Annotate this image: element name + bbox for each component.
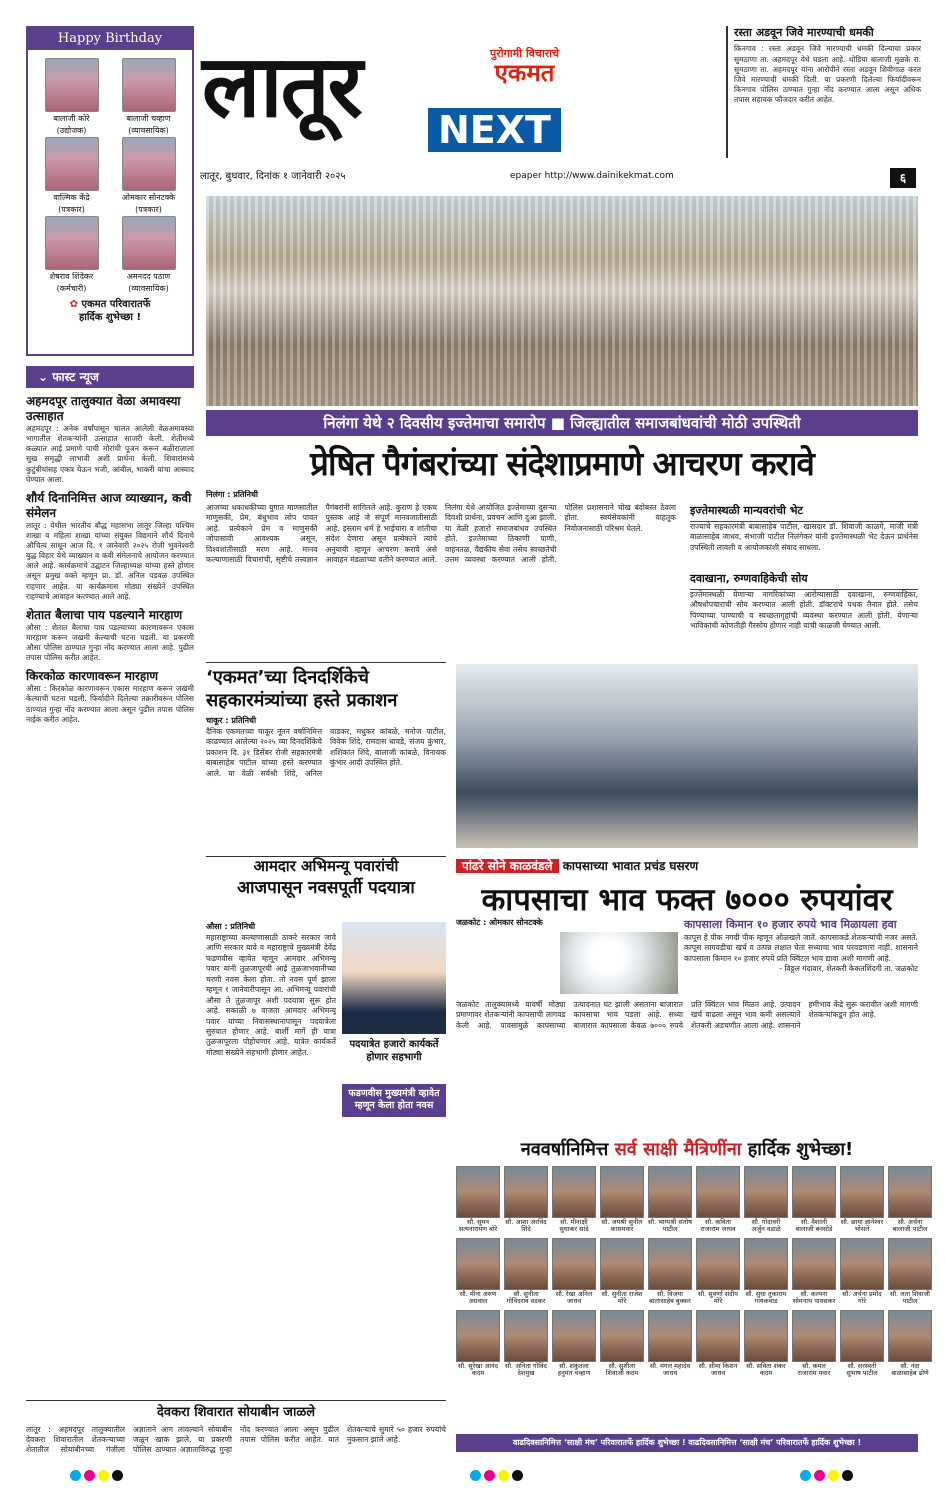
news-headline: किरकोळ कारणावरून मारहाण bbox=[26, 669, 159, 684]
person-photo bbox=[456, 1166, 500, 1218]
brand-next: NEXT bbox=[428, 108, 561, 152]
calendar-release-photo bbox=[456, 664, 918, 848]
yellow-dot bbox=[828, 1470, 839, 1481]
person-name: सौ. जयश्री सुनील कासमवार bbox=[601, 1218, 643, 1234]
person-photo bbox=[552, 1310, 596, 1362]
wish-person bbox=[744, 1310, 788, 1378]
person-photo bbox=[648, 1310, 692, 1362]
box-text: कापूस हे पीक नगदी पीक म्हणून ओळखले जाते. कापसाकडे शेतकऱ्यांची नजर असते. कापूस लागवडीचा खर्च व उत्पन्न लक्षात घेता सध्याचा भाव परवडणारा नाही. शासनाने कापसाला किमान १० हजार रुपये प्रति क्विंटल भाव द्यावा अशी मागणी आहे. bbox=[684, 932, 918, 963]
birthday-person bbox=[36, 216, 107, 293]
person-photo bbox=[45, 58, 99, 112]
lokmat-logo: पुरोगामी विचाराचे एकमत bbox=[490, 47, 560, 88]
calendar-story bbox=[206, 662, 446, 815]
birthday-box bbox=[26, 26, 194, 356]
person-name: सौ. मंगल महादेव जाधव bbox=[649, 1361, 691, 1378]
person-photo bbox=[792, 1310, 836, 1362]
story-headline: ‘एकमत’च्या दिनदर्शिकेचे bbox=[206, 667, 369, 688]
black-dot bbox=[112, 1470, 123, 1481]
magenta-dot bbox=[814, 1470, 825, 1481]
dateline: लातूर, बुधवार, दिनांक १ जानेवारी २०२५ bbox=[200, 171, 346, 182]
birthday-person bbox=[113, 58, 184, 135]
wish-person bbox=[456, 1166, 500, 1234]
person-name: सौ. वैशाली बालाजी बनसोडे bbox=[795, 1218, 833, 1234]
masthead bbox=[200, 26, 720, 184]
story-headline-2: सहकारमंत्र्यांच्या हस्ते प्रकाशन bbox=[206, 689, 398, 711]
person-photo bbox=[600, 1238, 644, 1290]
news-text: औसा : किरकोळ कारणावरून एकास मारहाण करून जखमी केल्याची घटना घडली. फिर्यादीने दिलेल्या तक्रारीवरून पोलिस ठाण्यात गुन्हा नोंद करण्यात आला असून पुढील तपास पोलिस नाईक करीत आहेत. bbox=[26, 684, 194, 724]
chevron-down-icon: ⌄ bbox=[38, 370, 49, 384]
flower-icon: ✿ bbox=[69, 298, 78, 310]
person-name: सौ. सुरेखा आनंद कदम bbox=[457, 1361, 499, 1378]
person-name: सौ. लता शिवाजी पाटील bbox=[890, 1289, 930, 1306]
wish-person bbox=[504, 1166, 548, 1234]
person-photo bbox=[792, 1238, 836, 1290]
wish-person bbox=[504, 1238, 548, 1306]
person-photo bbox=[45, 216, 99, 270]
caption-vow: फडणवीस मुख्यमंत्री व्हावेत म्हणून केला होता नवस bbox=[342, 1084, 446, 1117]
lead-headline: प्रेषित पैगंबरांच्या संदेशाप्रमाणे आचरण करावे bbox=[310, 444, 814, 483]
person-name: सौ. सुधा तुकाराम गायकवाड bbox=[745, 1289, 787, 1306]
lead-story-body bbox=[206, 490, 676, 650]
person-name: बालाजी कोरे bbox=[53, 114, 90, 123]
brand-title: लातूर bbox=[202, 36, 361, 137]
fast-news-item bbox=[26, 669, 194, 725]
wish-person bbox=[456, 1310, 500, 1378]
person-photo bbox=[456, 1310, 500, 1362]
story-text: लातूर : अहमदपूर तालुक्यातील देवकरा शिवारातील शेतकऱ्याच्या शेतातील सोयाबीनच्या गंजीला अज्ञाताने आग लावल्याने सोयाबीन जळून खाक झाले. या प्रकरणी पोलिस ठाण्यात अज्ञाताविरुद्ध गुन्हा नोंद करण्यात आला असून पुढील तपास पोलिस करीत आहेत. यात शेतकऱ्याचे सुमारे ५० हजार रुपयांचे नुकसान झाले आहे. bbox=[26, 1424, 446, 1455]
wish-person bbox=[648, 1166, 692, 1234]
wish-person bbox=[552, 1166, 596, 1234]
wish-person bbox=[600, 1238, 644, 1306]
wish-person bbox=[840, 1166, 884, 1234]
black-dot bbox=[842, 1470, 853, 1481]
person-name: सौ. अनिता गोविंद देशमुख bbox=[504, 1361, 547, 1378]
person-photo bbox=[696, 1310, 740, 1362]
caption-padyatra: पदयात्रेत हजारो कार्यकर्ते होणार सहभागी bbox=[349, 1039, 439, 1063]
person-name: सौ. कल्पना सोमनाथ पावसकर bbox=[792, 1289, 836, 1306]
wish-person bbox=[696, 1238, 740, 1306]
wish-person bbox=[600, 1310, 644, 1378]
byline: जळकोट : ओमकार सोनटक्के bbox=[456, 918, 543, 927]
person-photo bbox=[888, 1310, 932, 1362]
person-photo bbox=[456, 1238, 500, 1290]
cyan-dot bbox=[70, 1470, 81, 1481]
person-photo bbox=[552, 1238, 596, 1290]
person-name: सौ. सविता शंकर कदम bbox=[746, 1361, 786, 1378]
box-title: कापसाला किमान १० हजार रुपये भाव मिळायला हवा bbox=[684, 918, 897, 931]
page-number: ६ bbox=[890, 168, 916, 188]
person-name: सौ. सुशीला शिवाजी कदम bbox=[605, 1361, 639, 1378]
epaper-link[interactable]: epaper http://www.dainikekmat.com bbox=[510, 171, 674, 181]
wishes-title: नववर्षानिमित्त सर्व साक्षी मैत्रिणींना हार्दिक शुभेच्छा! bbox=[520, 1139, 854, 1160]
wish-person bbox=[696, 1166, 740, 1234]
person-photo bbox=[840, 1238, 884, 1290]
person-name: सौ. सुनीता गोविंदराव वडकर bbox=[506, 1289, 546, 1306]
story-text: महाराष्ट्राच्या कल्याणासाठी ठाकरे सरकार जावे आणि सरकार यावे व महाराष्ट्राचे मुख्यमंत्री देवेंद्र फडणवीस व्हावेत म्हणून आमदार अभिमन्यू पवार यांनी तुळजापूरची आई तुळजाभवानीच्या चरणी नवस केला होता. तो नवस पूर्ण झाला म्हणून १ जानेवारीपासून आ. अभिमन्यू पवारांची औसा ते तुळजापूर अशी पदयात्रा सुरू होत आहे. सकाळी ७ वाजता आमदार अभिमन्यू पवार यांच्या निवासस्थानापासून पदयात्रेला सुरुवात होणार आहे. बार्शी मार्गे ही यात्रा तुळजापूरला पोहोचणार आहे. यात्रेत कार्यकर्ते मोठ्या संख्येने सहभागी होणार आहेत. bbox=[206, 932, 336, 1057]
person-photo bbox=[122, 216, 176, 270]
wish-person bbox=[888, 1238, 932, 1306]
birthday-person bbox=[36, 137, 107, 214]
person-name: सौ. अर्चना बालाजी पाटील bbox=[892, 1218, 928, 1234]
wish-person bbox=[792, 1310, 836, 1378]
person-name: सौ. आशा अरविंद शिंदे bbox=[505, 1218, 547, 1234]
byline: औसा : प्रतिनिधी bbox=[206, 922, 256, 931]
black-dot bbox=[512, 1470, 523, 1481]
person-name: सौ. मीना अरुण अग्रवाल bbox=[459, 1289, 497, 1306]
wishes-grid bbox=[456, 1166, 930, 1378]
person-photo bbox=[888, 1238, 932, 1290]
wish-person bbox=[840, 1310, 884, 1378]
birthday-person bbox=[36, 58, 107, 135]
birthday-person bbox=[113, 216, 184, 293]
fast-news-item bbox=[26, 608, 194, 664]
person-role: (व्यावसायिक) bbox=[128, 125, 169, 135]
wish-person bbox=[648, 1238, 692, 1306]
bottom-story bbox=[26, 1400, 446, 1465]
news-text: औसा : शेतात बैलाचा पाय पडल्याच्या कारणावरून एकास मारहाण करून जखमी केल्याची घटना घडली. या प्रकरणी औसा पोलिस ठाण्यात गुन्हा नोंद करण्यात आला आहे. पुढील तपास पोलिस करीत आहेत. bbox=[26, 622, 194, 663]
story-headline: रस्ता अडवून जिवे मारण्याची धमकी bbox=[734, 26, 921, 41]
cotton-photo bbox=[560, 932, 678, 994]
person-photo bbox=[840, 1310, 884, 1362]
person-name: अमनदद पठाण bbox=[126, 272, 171, 282]
birthday-grid bbox=[28, 50, 192, 294]
abhimanyu-story-body bbox=[206, 922, 336, 1382]
top-right-story bbox=[726, 26, 921, 158]
person-name: सौ. रेखा अनिल जाधव bbox=[555, 1289, 593, 1306]
wish-person bbox=[648, 1310, 692, 1378]
person-photo bbox=[744, 1166, 788, 1218]
story-text: किनगाव : रस्ता अडवून जिवे मारण्याची धमकी दिल्याचा प्रकार सुमठाणा ता. अहमदपूर येथे घडला आहे. थोडिया बालाजी मुळके रा. सुमठाणा ता. अहमदपूर यांना आरोपीने रस्ता अडवून शिवीगाळ करत जिवे मारण्याची धमकी दिली. या प्रकरणी दिलेल्या फिर्यादीवरून किनगाव पोलिस ठाण्यात गुन्हा नोंद करण्यात आला असून अधिक तपास सहायक फौजदार करीत आहेत. bbox=[734, 44, 921, 105]
box-text: इज्तेमास्थळी येणाऱ्या नागरिकांच्या आरोग्यासाठी दवाखाना, रुग्णवाहिका, औषधोपचाराची सोय करण्यात आली होती. डॉक्टरांचे पथक तैनात होते. तसेच पिण्याच्या पाण्याची व स्वच्छतागृहांची व्यवस्था करण्यात आली होती. येणाऱ्या भाविकांची कोणतीही गैरसोय होणार नाही याची काळजी घेण्यात आली. bbox=[690, 589, 918, 631]
news-headline: शेतात बैलाचा पाय पडल्याने मारहाण bbox=[26, 607, 183, 622]
cotton-story-body bbox=[456, 1000, 918, 1130]
fast-news-item bbox=[26, 491, 194, 602]
story-text: दैनिक एकमतच्या चाकूर नूतन वर्षानिमित्त काढण्यात आलेल्या २०२५ च्या दिनदर्शिकेचे प्रकाशन दि. ३१ डिसेंबर रोजी सहकारमंत्री बाबासाहेब पाटील यांच्या हस्ते करण्यात आले. या वेळी सर्वश्री शिंदे, अनिल वाडकर, मधुकर कांबळे, मनोज पाटील, विवेक शिंदे, रामदास धावडे, संजय कुंभार, शशिकांत शिंदे, बालाजी कांबळे, विनायक कुंभार आदी उपस्थित होते. bbox=[206, 726, 446, 778]
abhimanyu-story-head bbox=[206, 856, 446, 899]
person-photo bbox=[504, 1166, 548, 1218]
person-role: (उद्योजक) bbox=[56, 125, 87, 135]
person-name: सौ. सुनीता राजेश मोरे bbox=[601, 1289, 643, 1306]
person-photo bbox=[648, 1238, 692, 1290]
wish-person bbox=[504, 1310, 548, 1378]
news-text: अहमदपूर : अनेक वर्षांपासून चालत आलेली वेळअमावस्या भागातील शेतकऱ्यांनी उत्साहात साजरी केली. शेतीमध्ये कळ्यात आई प्रमाणे पाची मोरांची पूजन करून बळीराजाला सुख समृद्धी लाभावी अशी प्रार्थना केली. शिवारांमध्ये कुटुंबीयांसह एकत्र येऊन भजी, आंबील, भाकरी यांचा आस्वाद घेण्यात आला. bbox=[26, 424, 194, 484]
person-role: (व्यावसायिक) bbox=[128, 283, 169, 293]
news-headline: शौर्य दिनानिमित्त आज व्याख्यान, कवी संमेलन bbox=[26, 490, 192, 520]
person-name: सौ. नंदा बाळासाहेब ढोणे bbox=[891, 1361, 929, 1378]
person-photo bbox=[122, 58, 176, 112]
person-role: (पत्रकार) bbox=[135, 204, 162, 214]
person-name: सौ. छाया ज्ञानेश्वर भोसले bbox=[840, 1218, 884, 1234]
person-name: सौ. शकुंतला हनुमंत चव्हाण bbox=[557, 1361, 591, 1378]
person-name: सौ. विजया बालासाहेब बुक्कर bbox=[649, 1289, 691, 1306]
story-headline: आमदार अभिमन्यू पवारांची bbox=[253, 857, 399, 875]
story-text: जळकोट तालुक्यामध्ये यावर्षी मोठ्या प्रमाणावर शेतकऱ्यांनी कापसाची लागवड केली आहे. पावसामुळे कापसाच्या उत्पादनात घट झाली असताना बाजारात कापसाचा भाव पडला आहे. सध्या बाजारात कापसाला केवळ ७००० रुपये प्रति क्विंटल भाव मिळत आहे. उत्पादन खर्च वाढला असून भाव कमी असल्याने शेतकरी अडचणीत आला आहे. शासनाने हमीभाव केंद्रे सुरू करावीत अशी मागणी शेतकऱ्यांकडून होत आहे. bbox=[456, 1000, 918, 1030]
person-photo bbox=[888, 1166, 932, 1218]
person-photo bbox=[600, 1310, 644, 1362]
story-headline-2: आजपासून नवसपूर्ती पदयात्रा bbox=[237, 877, 415, 898]
fast-news-header: ⌄ फास्ट न्यूज bbox=[26, 366, 194, 388]
person-photo bbox=[648, 1166, 692, 1218]
birthday-person bbox=[113, 137, 184, 214]
person-photo bbox=[504, 1310, 548, 1362]
person-role: (पत्रकार) bbox=[58, 204, 85, 214]
person-name: बालाजी चव्हाण bbox=[126, 114, 171, 123]
wish-person bbox=[792, 1166, 836, 1234]
story-headline: देवकरा शिवारात सोयाबीन जाळले bbox=[156, 1405, 316, 1420]
person-photo bbox=[792, 1166, 836, 1218]
magenta-dot bbox=[484, 1470, 495, 1481]
person-name: वाल्मिक केंद्रे bbox=[53, 193, 90, 203]
person-name: सौ. कमल राजाराम पवार bbox=[797, 1361, 831, 1378]
print-color-bar-3 bbox=[800, 1470, 853, 1481]
wish-person bbox=[552, 1310, 596, 1378]
person-name: सौ. सुमन सत्यनारायण बोरे bbox=[458, 1218, 498, 1234]
cotton-quote-box bbox=[684, 918, 918, 974]
wish-person bbox=[888, 1166, 932, 1234]
person-photo bbox=[122, 137, 176, 191]
wish-person bbox=[744, 1166, 788, 1234]
story-text: आजच्या धकाधकीच्या युगात माणसातील माणुसकी, प्रेम, बंधुभाव लोप पावत आहे. प्रत्येकाने प्रेम व माणुसकी जोपासावी आवश्यक असून, विश्वशांतीसाठी मरण आहे. मानव कल्याणासाठी विचारांची, सृष्टीचे तत्त्वज्ञान पैगंबरांनी सांगितले आहे. कुराण हे एकच पुस्तक आहे जे संपूर्ण मानवजातीसाठी आहे. इस्लाम धर्म हे भाईचारा व शांतीचा संदेश देणारा असून प्रत्येकाने त्यांचे अनुयायी म्हणून आचरण करावे असे आवाहन मंडळाच्या वतीने करण्यात आले. निलंगा येथे आयोजित इज्तेमाच्या दुसऱ्या दिवशी प्रार्थना, प्रवचन आणि दुआ झाली. या वेळी हजारो समाजबांधव उपस्थित होते. इज्तेमाच्या ठिकाणी पाणी, वाहनतळ, वैद्यकीय सेवा तसेच स्वच्छतेची उत्तम व्यवस्था करण्यात आली होती. पोलिस प्रशासनाने चोख बंदोबस्त ठेवला होता. स्वयंसेवकांनी वाहतूक नियोजनासाठी परिश्रम घेतले. bbox=[206, 502, 676, 565]
cyan-dot bbox=[470, 1470, 481, 1481]
person-name: सौ. भाग्यश्री संतोष पाटील bbox=[648, 1218, 692, 1234]
wish-person bbox=[792, 1238, 836, 1306]
wish-person bbox=[696, 1310, 740, 1378]
cotton-headline: कापसाचा भाव फक्त ७००० रुपयांवर bbox=[481, 882, 893, 918]
box-title: दवाखाना, रुग्णवाहिकेची सोय bbox=[690, 572, 918, 590]
byline: निलंगा : प्रतिनिधी bbox=[206, 490, 258, 499]
wish-person bbox=[552, 1238, 596, 1306]
left-column bbox=[26, 26, 194, 1396]
box-title: इज्तेमास्थळी मान्यवरांची भेट bbox=[690, 504, 918, 522]
person-name: सौ. सरस्वती सुभाष पाटील bbox=[846, 1361, 878, 1378]
news-headline: अहमदपूर तालुक्यात वेळा अमावस्या उत्साहात bbox=[26, 394, 181, 423]
person-photo bbox=[744, 1310, 788, 1362]
person-photo bbox=[504, 1238, 548, 1290]
yellow-dot bbox=[98, 1470, 109, 1481]
fast-news bbox=[26, 366, 194, 725]
person-photo bbox=[45, 137, 99, 191]
person-photo bbox=[552, 1166, 596, 1218]
person-name: शेषराव शिंदेकर bbox=[49, 272, 94, 282]
side-box-visit bbox=[690, 504, 918, 553]
wish-person bbox=[840, 1238, 884, 1306]
person-name: सौ. सीमा किशन जाधव bbox=[698, 1361, 738, 1378]
person-name: सौ. मीनाक्षी सुधाकर सांडे bbox=[559, 1218, 589, 1234]
magenta-dot bbox=[84, 1470, 95, 1481]
wishes-footer: वाढदिवसानिमित्त ‘साक्षी मंच’ परिवारातर्फे हार्दिक शुभेच्छा ! वाढदिवसानिमित्त ‘साक्षी मंच’ परिवारातर्फे हार्दिक शुभेच्छा ! bbox=[456, 1434, 918, 1452]
person-name: सौ. अर्चना प्रमोद गोरे bbox=[842, 1289, 882, 1306]
person-name: ओमकार सोनटक्के bbox=[121, 193, 176, 203]
person-name: सौ. कविता राजाराम जाधव bbox=[700, 1218, 736, 1234]
cotton-kicker: पांढरे सोने काळवंडले कापसाच्या भावात प्रचंड घसरण bbox=[456, 856, 918, 876]
wish-person bbox=[744, 1238, 788, 1306]
birthday-footer: ✿ एकमत परिवारातर्फे हार्दिक शुभेच्छा ! bbox=[69, 298, 151, 324]
byline: चाकूर : प्रतिनिधी bbox=[206, 716, 257, 725]
cyan-dot bbox=[800, 1470, 811, 1481]
person-name: सौ. सुवर्णा संदीप मोरे bbox=[698, 1289, 738, 1306]
person-name: सौ. गोदावरी अर्जुन वडाळे bbox=[751, 1218, 781, 1234]
wish-person bbox=[456, 1238, 500, 1306]
print-color-bar bbox=[70, 1470, 123, 1481]
person-photo bbox=[840, 1166, 884, 1218]
box-text: राज्याचे सहकारमंत्री बाबासाहेब पाटील, खासदार डॉ. शिवाजी काळगे, माजी मंत्री बाळासाहेब जाधव, संभाजी पाटील निलंगेकर यांनी इज्तेमास्थळी भेट देऊन प्रार्थनेस उपस्थिती लावली व आयोजकांशी संवाद साधला. bbox=[690, 521, 918, 552]
lead-kicker: निलंगा येथे २ दिवसीय इज्तेमाचा समारोप ■ जिल्ह्यातील समाजबांधवांची मोठी उपस्थिती bbox=[206, 410, 918, 436]
person-photo bbox=[696, 1166, 740, 1218]
person-photo bbox=[744, 1238, 788, 1290]
mla-portrait bbox=[342, 922, 446, 1034]
person-role: (कर्मचारी) bbox=[56, 283, 87, 293]
person-photo bbox=[696, 1238, 740, 1290]
yellow-dot bbox=[498, 1470, 509, 1481]
print-color-bar-2 bbox=[470, 1470, 523, 1481]
wish-person bbox=[888, 1310, 932, 1378]
box-sign: - विठ्ठल गंदावार, शेतकरी केकतशिंदगी ता. जळकोट bbox=[779, 964, 918, 974]
news-text: लातूर : येथील भारतीय बौद्ध महासभा लातूर जिल्हा पश्चिम शाखा व महिला शाखा यांच्या संयुक्त विद्यमाने शौर्य दिनाचे औचित्य साधून आज दि. १ जानेवारी २०२५ रोजी भुवनेश्वरी बुद्ध विहार येथे व्याख्यान व कवी संमेलनाचे आयोजन करण्यात आले आहे. कार्यक्रमाचे उद्घाटन जिल्हाध्यक्ष यांच्या हस्ते होणार असून प्रमुख वक्ते म्हणून प्रा. डॉ. अनिल पडवळ उपस्थित राहणार आहेत. या कार्यक्रमास मोठ्या संख्येने उपस्थित राहण्याचे आवाहन करण्यात आले आहे. bbox=[26, 520, 194, 601]
wish-person bbox=[600, 1166, 644, 1234]
fast-news-item bbox=[26, 394, 194, 485]
ijtema-prayer-photo bbox=[206, 196, 918, 406]
side-box-hospital bbox=[690, 572, 918, 632]
birthday-title: Happy Birthday bbox=[28, 28, 192, 50]
person-photo bbox=[600, 1166, 644, 1218]
